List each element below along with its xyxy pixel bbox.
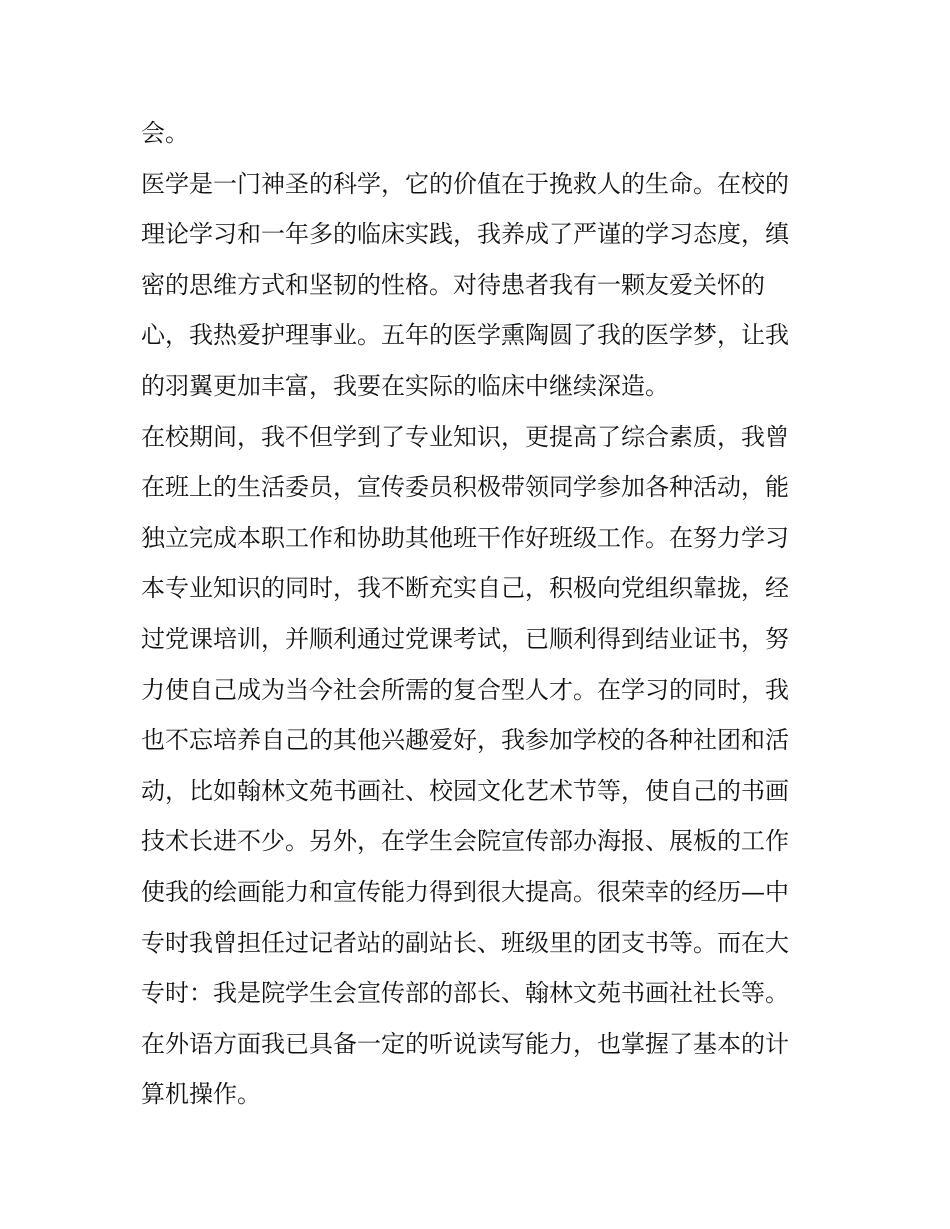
text-line: 技术长进不少。另外，在学生会院宣传部办海报、展板的工作 [141,827,789,856]
text-line: 心，我热爱护理事业。五年的医学熏陶圆了我的医学梦，让我 [141,321,789,350]
body-text [141,108,821,1120]
text-line: 会。 [141,119,189,147]
text-line: 使我的绘画能力和宣传能力得到很大提高。很荣幸的经历—中 [141,877,789,906]
text-line: 独立完成本职工作和协助其他班干作好班级工作。在努力学习 [141,523,789,552]
text-line: 的羽翼更加丰富，我要在实际的临床中继续深造。 [141,371,669,400]
text-line: 在校期间，我不但学到了专业知识，更提高了综合素质，我曾 [141,422,789,451]
text-line: 在外语方面我已具备一定的听说读写能力，也掌握了基本的计 [141,1029,789,1058]
text-line: 在班上的生活委员，宣传委员积极带领同学参加各种活动，能 [141,473,789,502]
text-line: 也不忘培养自己的其他兴趣爱好，我参加学校的各种社团和活 [141,726,789,755]
text-line: 动，比如翰林文苑书画社、校园文化艺术节等，使自己的书画 [141,776,789,805]
text-line: 算机操作。 [141,1080,261,1109]
text-line: 密的思维方式和坚韧的性格。对待患者我有一颗友爱关怀的 [141,270,765,299]
text-line: 专时：我是院学生会宣传部的部长、翰林文苑书画社社长等。 [141,979,789,1008]
text-line: 本专业知识的同时，我不断充实自己，积极向党组织靠拢，经 [141,574,789,603]
text-line: 力使自己成为当今社会所需的复合型人才。在学习的同时，我 [141,675,789,704]
text-line: 医学是一门神圣的科学，它的价值在于挽救人的生命。在校的 [141,169,789,198]
text-line: 专时我曾担任过记者站的副站长、班级里的团支书等。而在大 [141,928,789,957]
text-line: 过党课培训，并顺利通过党课考试，已顺利得到结业证书，努 [141,624,789,653]
text-line: 理论学习和一年多的临床实践，我养成了严谨的学习态度，缜 [141,220,789,249]
